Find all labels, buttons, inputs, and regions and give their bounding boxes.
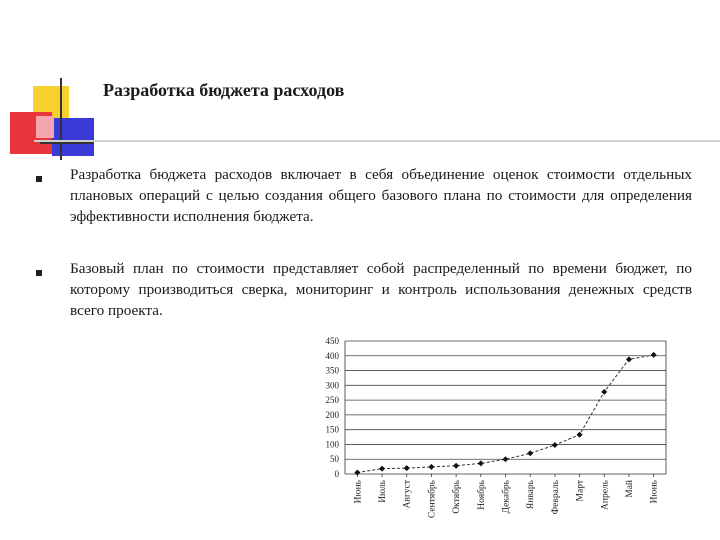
bullet-marker (36, 270, 42, 276)
paragraph-2: Базовый план по стоимости представляет собой распределенный по времени бюджет, по которому производиться сверка, мониторинг и контроль использования денежных средств всего проекта. (70, 260, 692, 319)
series-line (357, 355, 653, 473)
y-tick-label: 150 (325, 424, 339, 435)
slide-title: Разработка бюджета расходов (103, 80, 345, 100)
y-tick-label: 350 (325, 365, 339, 376)
y-tick-label: 400 (325, 350, 339, 361)
data-point (428, 464, 434, 470)
y-tick-label: 0 (334, 469, 339, 479)
data-point (354, 470, 360, 476)
y-tick-label: 450 (325, 336, 339, 346)
data-point (453, 463, 459, 469)
title-divider (34, 140, 720, 142)
data-point (404, 465, 410, 471)
decor-vertical-line (60, 78, 62, 160)
data-point (601, 389, 607, 395)
data-point (552, 442, 558, 448)
data-point (503, 456, 509, 462)
y-tick-label: 50 (330, 454, 339, 465)
decor-horizontal-line (40, 142, 94, 144)
x-tick-label: Сентябрь (427, 480, 438, 519)
x-tick-label: Май (624, 480, 635, 498)
y-tick-label: 300 (325, 380, 339, 391)
data-point (527, 450, 533, 456)
x-tick-label: Январь (526, 480, 537, 510)
paragraph-1: Разработка бюджета расходов включает в себя объединение оценок стоимости отдельных плановых операций с целью создания общего базового плана по стоимости для определения эффективности исполнения бюджета. (70, 166, 692, 225)
y-tick-label: 250 (325, 395, 339, 406)
budget-line-chart (300, 332, 680, 540)
x-tick-label: Июль (378, 480, 389, 503)
data-point (577, 432, 583, 438)
x-tick-label: Февраль (550, 480, 561, 515)
x-tick-label: Июнь (649, 480, 660, 504)
x-tick-label: Август (402, 480, 413, 509)
x-tick-label: Март (575, 480, 586, 502)
data-point (651, 352, 657, 358)
decor-pink-square (36, 116, 54, 138)
y-tick-label: 200 (325, 409, 339, 420)
x-tick-label: Декабрь (501, 480, 512, 514)
data-point (626, 356, 632, 362)
data-point (379, 466, 385, 472)
x-tick-label: Июнь (353, 480, 364, 504)
decor-blue-square (52, 118, 94, 156)
x-tick-label: Октябрь (452, 480, 463, 514)
bullet-marker (36, 176, 42, 182)
y-tick-label: 100 (325, 439, 339, 450)
x-tick-label: Апрель (600, 480, 611, 510)
data-point (478, 460, 484, 466)
x-tick-label: Ноябрь (476, 480, 487, 510)
